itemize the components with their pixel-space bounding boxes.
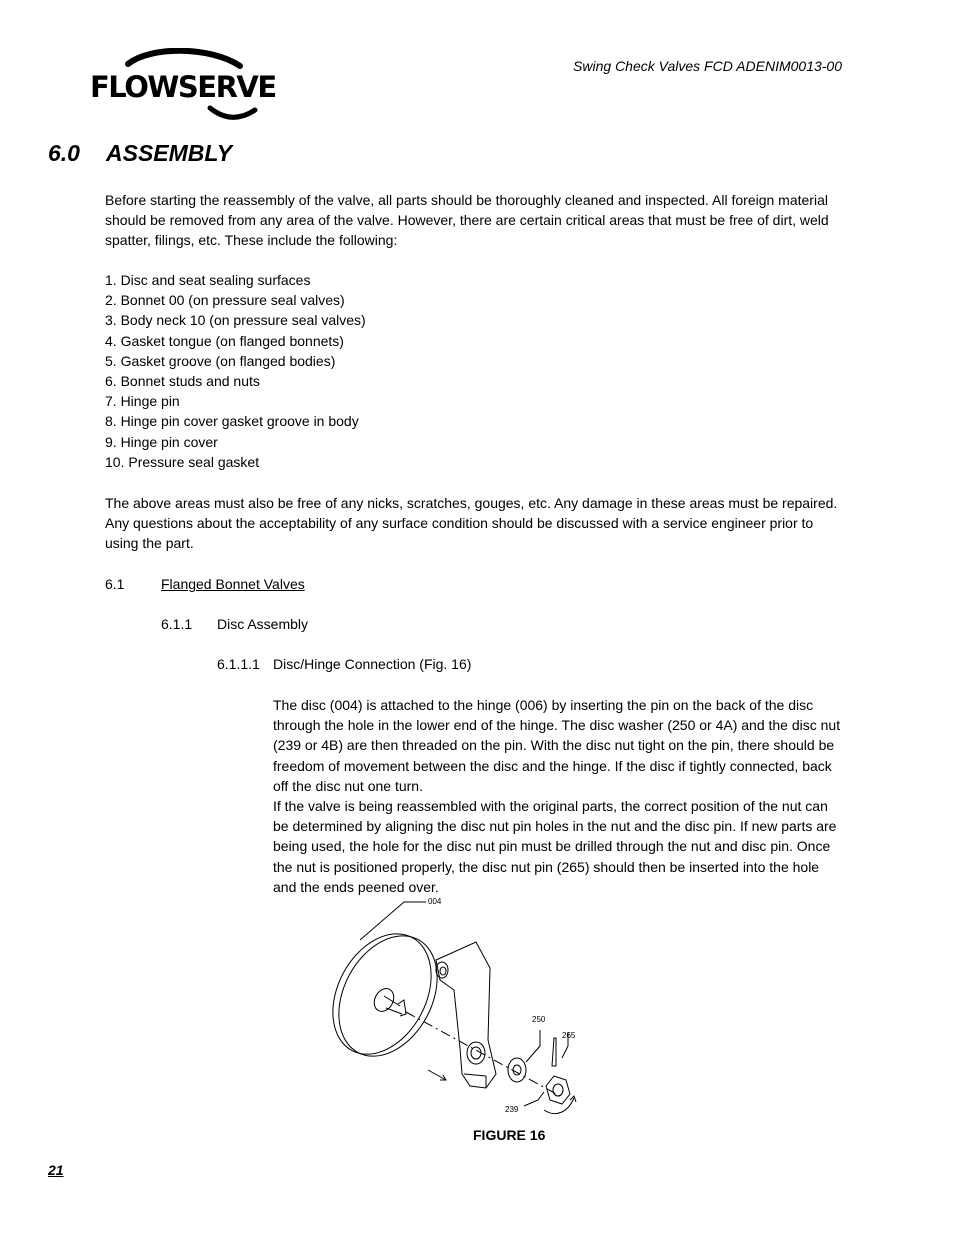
list-item: 4. Gasket tongue (on flanged bonnets): [105, 332, 344, 349]
figure-16-drawing: [300, 890, 600, 1122]
subsection-title: Disc/Hinge Connection (Fig. 16): [273, 656, 472, 672]
list-item: 9. Hinge pin cover: [105, 433, 218, 450]
callout-265: 265: [562, 1031, 576, 1040]
disc-hinge-exploded-view: [300, 890, 600, 1122]
subsection-heading-6-1-1: [161, 614, 308, 634]
section-number: 6.0: [48, 140, 80, 166]
list-item: 8. Hinge pin cover gasket groove in body: [105, 413, 359, 430]
list-item: 3. Body neck 10 (on pressure seal valves): [105, 312, 366, 329]
logo-wordmark: FLOWSERVE: [90, 70, 276, 104]
callout-250: 250: [532, 1015, 546, 1024]
disc-nut-part: [524, 1076, 576, 1114]
section-title-text: ASSEMBLY: [106, 140, 233, 166]
washer-part: [508, 1030, 540, 1082]
subsection-number: 6.1: [105, 576, 125, 592]
intro-paragraph: Before starting the reassembly of the valve, all parts should be thoroughly cleaned and inspected. All foreign material should be removed from any area of the valve. However, there are certain critical areas that must be free of dirt, weld spatter, filings, etc. These include the following:: [105, 192, 829, 249]
reassembly-paragraph: If the valve is being reassembled with the original parts, the correct position of the nut can be determined by aligning the disc nut pin holes in the nut and the disc pin. If new parts are being used, the hole for the disc nut pin must be drilled through the nut and disc pin. Once the nut is positioned properly, the disc nut pin (265) should then be inserted into the hole and the ends peened over.: [273, 798, 837, 895]
callout-239: 239: [505, 1105, 519, 1114]
damage-paragraph: The above areas must also be free of any nicks, scratches, gouges, etc. Any damage in these areas must be repaired. Any questions about the acceptability of any surface condition should be discussed with a service engineer prior to using the part.: [105, 495, 838, 552]
flowserve-logo: [90, 48, 282, 122]
list-item: 2. Bonnet 00 (on pressure seal valves): [105, 292, 345, 309]
critical-areas-list: [105, 270, 505, 472]
subsection-title: Flanged Bonnet Valves: [161, 576, 305, 592]
subsection-number: 6.1.1: [161, 616, 193, 632]
disc-part: [313, 917, 457, 1073]
list-item: 10. Pressure seal gasket: [105, 453, 260, 470]
list-item: 7. Hinge pin: [105, 393, 180, 410]
subsection-number: 6.1.1.1: [217, 656, 260, 672]
list-item: 1. Disc and seat sealing surfaces: [105, 272, 311, 288]
section-title: [48, 140, 232, 167]
list-item: 6. Bonnet studs and nuts: [105, 373, 260, 390]
subsection-heading-6-1: [105, 574, 305, 594]
hinge-part: [436, 942, 496, 1088]
callout-004: 004: [428, 897, 442, 906]
document-header-title: Swing Check Valves FCD ADENIM0013-00: [573, 58, 842, 74]
subsection-heading-6-1-1-1: [217, 654, 471, 674]
page-number: 21: [48, 1162, 64, 1178]
disc-attachment-paragraph: The disc (004) is attached to the hinge (006) by inserting the pin on the back of the disc through the hole in the lower end of the hinge. The disc washer (250 or 4A) and the disc nut (239 or 4B) are then threaded on the pin. With the disc nut tight on the pin, there should be freedom of movement between the disc and the hinge. If the disc if tightly connected, back off the disc nut one turn.: [273, 697, 841, 794]
figure-caption: FIGURE 16: [473, 1127, 546, 1143]
list-item: 5. Gasket groove (on flanged bodies): [105, 352, 336, 369]
subsection-title: Disc Assembly: [217, 616, 309, 632]
